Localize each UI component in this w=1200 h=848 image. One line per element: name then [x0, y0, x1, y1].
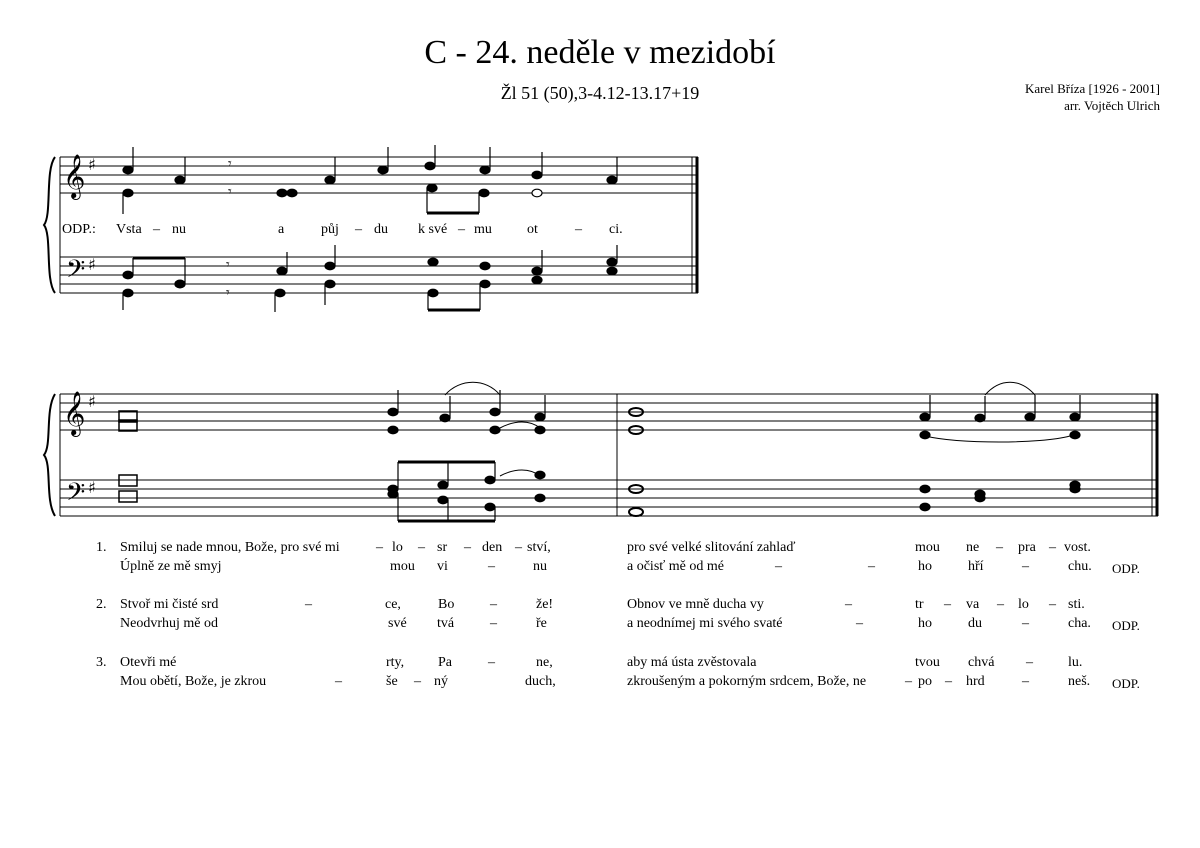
verse-number: 2. [96, 597, 107, 612]
lyric-syllable: ci. [609, 222, 623, 237]
lyric-syllable: ne, [536, 655, 553, 670]
lyric-syllable: ce, [385, 597, 401, 612]
lyric-hyphen: – [905, 674, 912, 689]
lyric-hyphen: – [945, 674, 952, 689]
system1-treble-staff [60, 157, 698, 193]
verse-text: Stvoř mi čisté srd [120, 597, 219, 612]
refrain-label: ODP.: [62, 222, 96, 237]
lyric-hyphen: – [490, 597, 497, 612]
lyric-syllable: ho [918, 559, 932, 574]
page-title: C - 24. neděle v mezidobí [424, 34, 776, 71]
lyric-syllable: mou [390, 559, 415, 574]
composer-name: Karel Bříza [1926 - 2001] [1024, 81, 1160, 96]
lyric-hyphen: – [1022, 559, 1029, 574]
psalm-reference: Žl 51 (50),3-4.12-13.17+19 [500, 83, 700, 103]
lyric-syllable: své [388, 616, 407, 631]
lyric-syllable: – [575, 222, 582, 237]
lyric-syllable: den [482, 540, 503, 555]
svg-text:♯: ♯ [88, 255, 96, 274]
lyric-hyphen: – [775, 559, 782, 574]
lyric-syllable: sti. [1068, 597, 1085, 612]
lyric-syllable: ot [527, 222, 538, 237]
verse-text: Mou obětí, Bože, je zkrou [120, 674, 267, 689]
lyric-hyphen: – [418, 540, 425, 555]
lyric-hyphen: – [490, 616, 497, 631]
svg-text:♯: ♯ [88, 155, 96, 174]
lyric-syllable: ství, [527, 540, 551, 555]
lyric-syllable: neš. [1068, 674, 1091, 689]
lyric-syllable: vost. [1064, 540, 1091, 555]
lyric-syllable: chvá [968, 655, 995, 670]
verse-text: Úplně ze mě smyj [120, 559, 222, 574]
bass-clef-icon: 𝄢 [66, 255, 86, 290]
bass-clef-icon: 𝄢 [66, 478, 86, 513]
verse-text: Smiluj se nade mnou, Bože, pro své mi [120, 540, 340, 555]
lyric-syllable: duch, [525, 674, 556, 689]
arranger-name: arr. Vojtěch Ulrich [1064, 98, 1160, 113]
system2-bass-staff [60, 480, 1158, 516]
svg-text:♯: ♯ [88, 392, 96, 411]
lyric-syllable: nu [172, 222, 186, 237]
svg-text:𝄾: 𝄾 [228, 185, 232, 200]
svg-text:𝄾: 𝄾 [228, 157, 232, 172]
lyric-syllable: ný [434, 674, 448, 689]
verse-text: Obnov ve mně ducha vy [627, 597, 764, 612]
svg-text:𝄾: 𝄾 [226, 286, 230, 301]
lyric-syllable: lo [392, 540, 403, 555]
verse-text: a očisť mě od mé [627, 559, 724, 574]
lyric-syllable: Pa [438, 655, 452, 670]
lyric-hyphen: – [488, 655, 495, 670]
svg-text:♯: ♯ [88, 478, 96, 497]
lyric-hyphen: – [376, 540, 383, 555]
lyric-hyphen: – [944, 597, 951, 612]
lyric-syllable: du [374, 222, 388, 237]
lyric-hyphen: – [488, 559, 495, 574]
lyric-hyphen: – [845, 597, 852, 612]
lyric-syllable: tvá [437, 616, 455, 631]
lyric-syllable: du [968, 616, 982, 631]
lyric-syllable: ne [966, 540, 980, 555]
lyric-hyphen: – [305, 597, 312, 612]
lyric-syllable: cha. [1068, 616, 1091, 631]
lyric-syllable: nu [533, 559, 547, 574]
lyric-syllable: tr [915, 597, 924, 612]
system1-bass-staff [60, 257, 698, 293]
lyric-syllable: tvou [915, 655, 940, 670]
lyric-hyphen: – [856, 616, 863, 631]
lyric-syllable: hří [968, 559, 984, 574]
lyric-syllable: chu. [1068, 559, 1092, 574]
lyric-hyphen: – [996, 540, 1003, 555]
odp-marker: ODP. [1112, 676, 1140, 691]
lyric-syllable: va [966, 597, 980, 612]
lyric-syllable: sr [437, 540, 448, 555]
lyric-hyphen: – [515, 540, 522, 555]
lyric-syllable: mu [474, 222, 492, 237]
verse-text: aby má ústa zvěstovala [627, 655, 757, 670]
lyric-syllable: ře [536, 616, 547, 631]
lyric-syllable: rty, [386, 655, 405, 670]
svg-text:𝄾: 𝄾 [226, 258, 230, 273]
verse-text: zkroušeným a pokorným srdcem, Bože, ne [627, 674, 867, 689]
lyric-hyphen: – [414, 674, 421, 689]
lyric-syllable: k své [418, 222, 448, 237]
lyric-syllable: pra [1018, 540, 1036, 555]
lyric-hyphen: – [464, 540, 471, 555]
lyric-syllable: ho [918, 616, 932, 631]
lyric-syllable: – [153, 222, 160, 237]
treble-clef-icon: 𝄞 [63, 154, 86, 198]
lyric-hyphen: – [1049, 540, 1056, 555]
lyric-hyphen: – [1022, 616, 1029, 631]
treble-clef-icon: 𝄞 [63, 391, 86, 435]
verse-text: a neodnímej mi svého svaté [627, 616, 783, 631]
lyric-hyphen: – [1026, 655, 1033, 670]
lyric-syllable: že! [536, 597, 554, 612]
lyric-hyphen: – [1049, 597, 1056, 612]
lyric-hyphen: – [868, 559, 875, 574]
lyric-syllable: po [918, 674, 932, 689]
system2-treble-staff [60, 394, 1158, 430]
lyric-syllable: lo [1018, 597, 1029, 612]
lyric-hyphen: – [335, 674, 342, 689]
lyric-syllable: lu. [1068, 655, 1083, 670]
verse-text: Otevři mé [120, 655, 177, 670]
lyric-syllable: a [278, 222, 285, 237]
verse-number: 3. [96, 655, 107, 670]
lyric-syllable: – [458, 222, 465, 237]
lyric-syllable: hrd [966, 674, 985, 689]
lyric-syllable: – [355, 222, 362, 237]
lyric-hyphen: – [1022, 674, 1029, 689]
lyric-syllable: še [386, 674, 398, 689]
lyric-syllable: půj [321, 222, 339, 237]
verse-text: Neodvrhuj mě od [120, 616, 218, 631]
lyric-syllable: Bo [438, 597, 455, 612]
lyric-hyphen: – [997, 597, 1004, 612]
lyric-syllable: vi [437, 559, 448, 574]
verse-text: pro své velké slitování zahlaď [627, 540, 796, 555]
odp-marker: ODP. [1112, 561, 1140, 576]
lyric-syllable: Vsta [116, 222, 142, 237]
odp-marker: ODP. [1112, 618, 1140, 633]
lyric-syllable: mou [915, 540, 940, 555]
verse-number: 1. [96, 540, 107, 555]
